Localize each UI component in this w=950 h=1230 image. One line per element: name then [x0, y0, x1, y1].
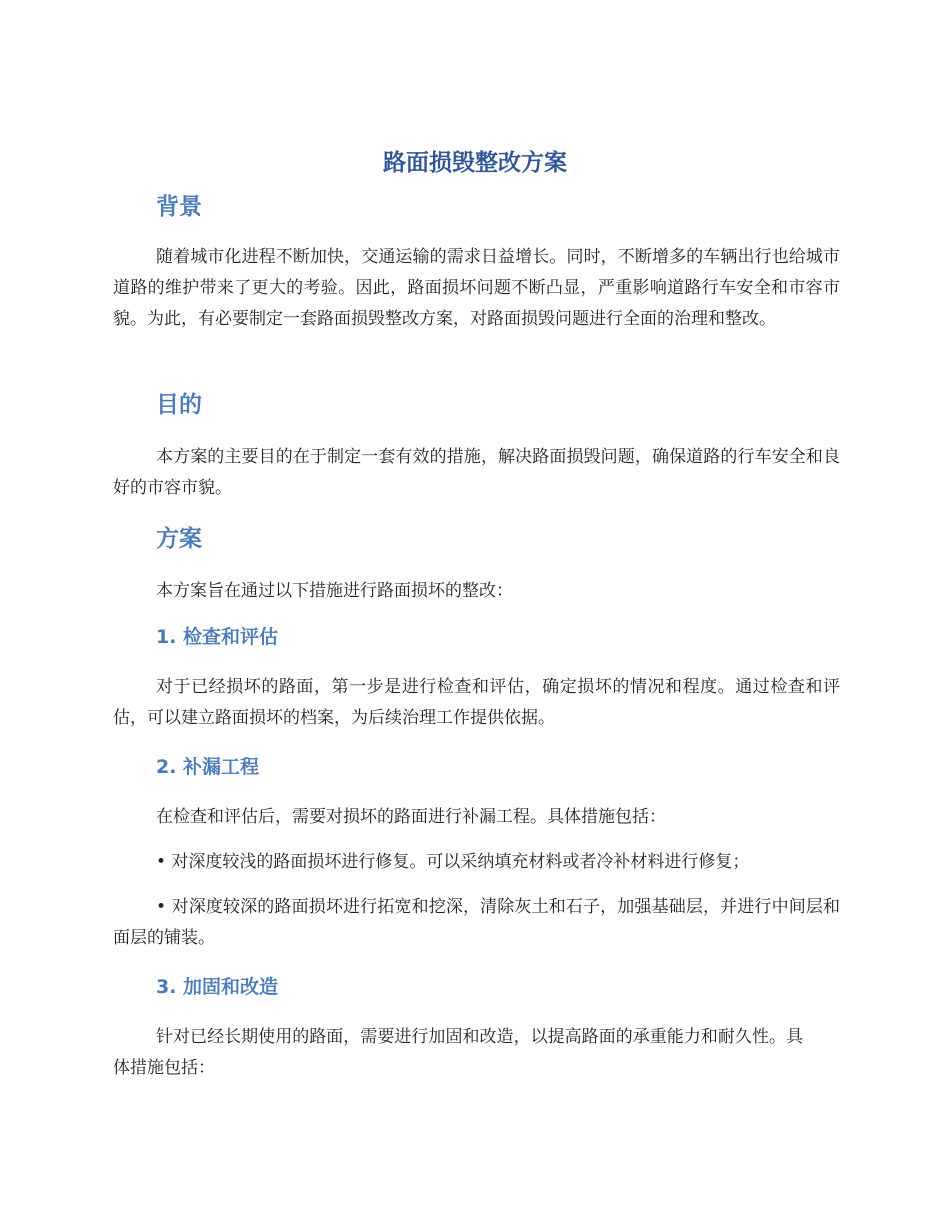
- plan-intro-paragraph: 本方案旨在通过以下措施进行路面损坏的整改：: [156, 581, 513, 601]
- subsection-heading-inspection: 1. 检查和评估: [156, 626, 279, 648]
- section-heading-purpose: 目的: [156, 392, 202, 418]
- section-heading-plan: 方案: [156, 526, 202, 552]
- section-heading-background: 背景: [156, 194, 202, 220]
- patching-bullet-shallow: • 对深度较浅的路面损坏进行修复。可以采纳填充材料或者冷补材料进行修复；: [156, 852, 750, 872]
- reinforcement-paragraph: 针对已经长期使用的路面，需要进行加固和改造，以提高路面的承重能力和耐久性。具体措施包括：: [113, 1027, 803, 1078]
- subsection-heading-reinforcement: 3. 加固和改造: [156, 976, 279, 998]
- subsection-heading-patching: 2. 补漏工程: [156, 756, 260, 778]
- document-title: 路面损毁整改方案: [383, 150, 567, 176]
- background-paragraph: 随着城市化进程不断加快，交通运输的需求日益增长。同时，不断增多的车辆出行也给城市道路的维护带来了更大的考验。因此，路面损坏问题不断凸显，严重影响道路行车安全和市容市貌。为此，有必要制定一套路面损毁整改方案，对路面损毁问题进行全面的治理和整改。: [113, 247, 840, 329]
- purpose-paragraph: 本方案的主要目的在于制定一套有效的措施，解决路面损毁问题，确保道路的行车安全和良好的市容市貌。: [113, 447, 840, 498]
- patching-intro-paragraph: 在检查和评估后，需要对损坏的路面进行补漏工程。具体措施包括：: [156, 807, 666, 827]
- patching-bullet-deep: • 对深度较深的路面损坏进行拓宽和挖深，清除灰土和石子，加强基础层，并进行中间层和面层的铺装。: [113, 897, 840, 948]
- inspection-paragraph: 对于已经损坏的路面，第一步是进行检查和评估，确定损坏的情况和程度。通过检查和评估，可以建立路面损坏的档案，为后续治理工作提供依据。: [113, 677, 840, 728]
